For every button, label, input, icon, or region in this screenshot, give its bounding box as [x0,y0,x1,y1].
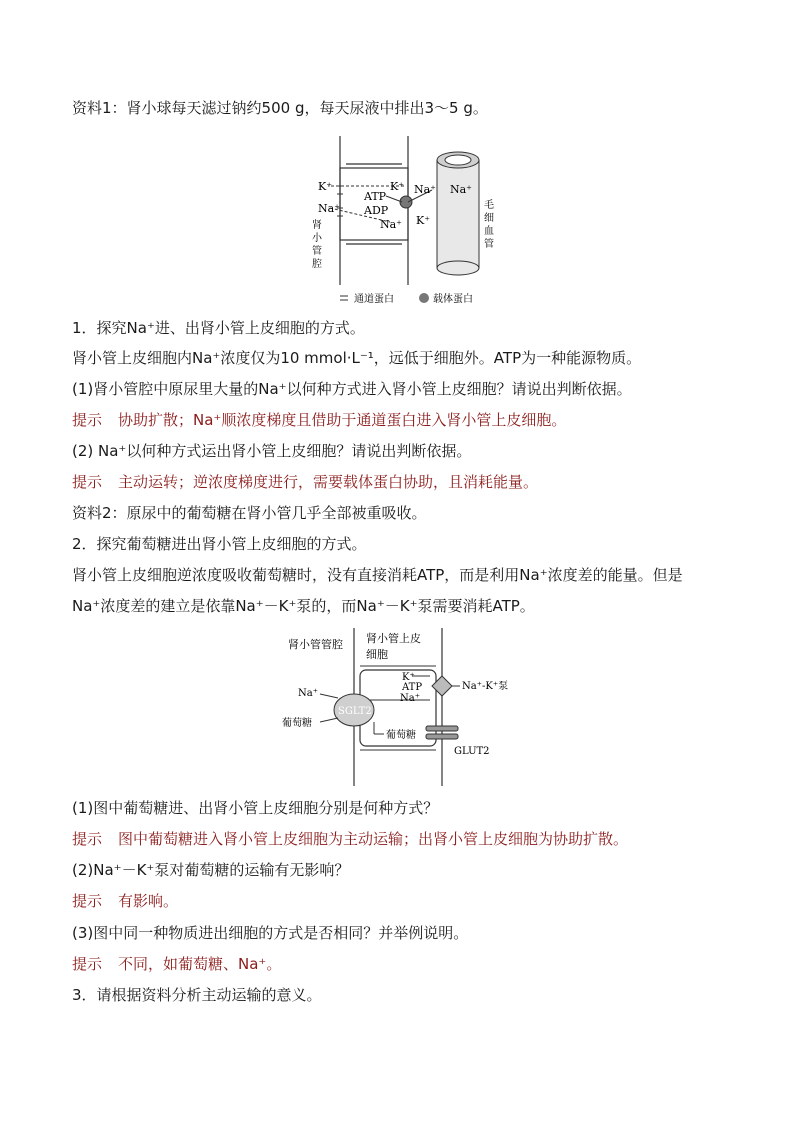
fig1-cap-1: 毛 [484,200,494,211]
material-1: 资料1：肾小球每天滤过钠约500 g，每天尿液中排出3～5 g。 [72,99,488,117]
hint-label: 提示 [72,411,103,429]
fig2-pump: Na⁺-K⁺泵 [462,681,509,692]
figure-glucose-transport [280,626,550,790]
fig1-cap-2: 细 [484,213,494,224]
q2-3-hint [72,954,281,974]
fig1-lumen-4: 腔 [312,259,322,270]
fig1-k-left: K⁺ [318,180,333,193]
hint-text: 主动运转；逆浓度梯度进行，需要载体蛋白协助，且消耗能量。 [118,473,539,491]
fig2-cell-1: 肾小管上皮 [366,632,421,645]
fig1-lumen-3: 管 [312,246,322,257]
fig2-sglt2: SGLT2 [338,706,372,717]
material-2: 资料2：原尿中的葡萄糖在肾小管几乎全部被重吸收。 [72,504,427,522]
q1-title: 1．探究Na⁺进、出肾小管上皮细胞的方式。 [72,319,365,337]
fig2-glut2: GLUT2 [454,746,490,757]
q1-2: (2) Na⁺以何种方式运出肾小管上皮细胞？请说出判断依据。 [72,442,472,460]
hint-text: 图中葡萄糖进入肾小管上皮细胞为主动运输；出肾小管上皮细胞为协助扩散。 [118,830,629,848]
hint-text: 协助扩散；Na⁺顺浓度梯度且借助于通道蛋白进入肾小管上皮细胞。 [118,411,567,429]
fig2-na-cell: Na⁺ [400,693,420,704]
fig1-legend-channel: 通道蛋白 [354,294,394,305]
hint-label: 提示 [72,473,103,491]
hint-text: 不同，如葡萄糖、Na⁺。 [118,955,282,973]
fig2-glucose-left: 葡萄糖 [282,718,312,729]
fig1-lumen-2: 小 [312,233,322,244]
q2-intro-2: Na⁺浓度差的建立是依靠Na⁺－K⁺泵的，而Na⁺－K⁺泵需要消耗ATP。 [72,597,535,615]
fig1-cap-3: 血 [484,226,494,237]
fig2-lumen: 肾小管管腔 [288,638,343,651]
fig2-atp: ATP [402,682,423,693]
q2-title: 2．探究葡萄糖进出肾小管上皮细胞的方式。 [72,535,367,553]
fig1-k-out: K⁺ [416,214,431,227]
q2-intro-1: 肾小管上皮细胞逆浓度吸收葡萄糖时，没有直接消耗ATP，而是利用Na⁺浓度差的能量。但是 [72,566,683,584]
fig1-cap-4: 管 [484,239,494,250]
q2-1: (1)图中葡萄糖进、出肾小管上皮细胞分别是何种方式？ [72,799,439,817]
fig2-glucose-cell: 葡萄糖 [386,730,416,741]
carrier-legend-icon [419,293,429,303]
q1-2-hint [72,472,538,492]
q3: 3．请根据资料分析主动运输的意义。 [72,986,322,1004]
q1-1: (1)肾小管腔中原尿里大量的Na⁺以何种方式进入肾小管上皮细胞？请说出判断依据。 [72,380,632,398]
q2-2: (2)Na⁺－K⁺泵对葡萄糖的运输有无影响？ [72,861,350,879]
fig1-na-out1: Na⁺ [414,183,436,196]
fig1-lumen-1: 肾 [312,220,322,231]
fig1-na-cell: Na⁺ [380,218,402,231]
q2-3: (3)图中同一种物质进出细胞的方式是否相同？并举例说明。 [72,924,469,942]
fig1-na-left: Na⁺ [318,202,340,215]
q1-1-hint [72,410,566,430]
fig1-legend-carrier: 载体蛋白 [433,294,473,305]
hint-label: 提示 [72,955,103,973]
q1-intro: 肾小管上皮细胞内Na⁺浓度仅为10 mmol·L⁻¹，远低于细胞外。ATP为一种能源物质。 [72,349,642,367]
q2-2-hint [72,891,178,911]
fig2-cell-2: 细胞 [366,648,388,661]
fig1-atp: ATP [364,190,387,203]
fig1-na-out2: Na⁺ [450,183,472,196]
fig2-k: K⁺ [402,672,415,683]
hint-text: 有影响。 [118,892,179,910]
q2-1-hint [72,829,628,849]
hint-label: 提示 [72,830,103,848]
fig1-k-cell: K⁺ [390,180,405,193]
fig2-na-left: Na⁺ [298,688,318,699]
figure-na-transport [300,130,500,308]
hint-label: 提示 [72,892,103,910]
fig1-adp: ADP [364,204,389,217]
